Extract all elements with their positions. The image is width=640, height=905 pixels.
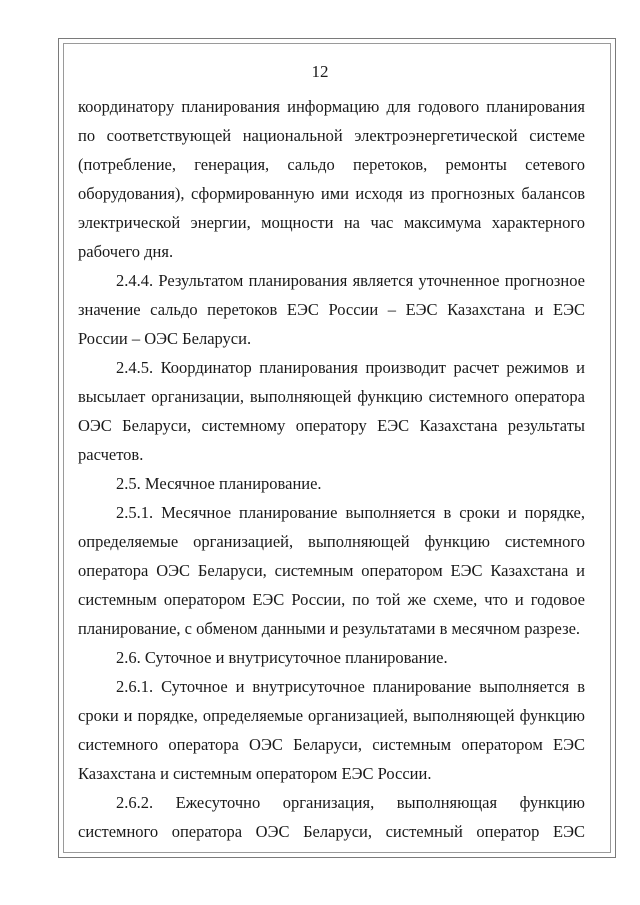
paragraph-2-4-4: 2.4.4. Результатом планирования является уточненное прогнозное значение сальдо перетоков ЕЭС России – ЕЭС Казахстана и ЕЭС России – ОЭС Беларуси. — [78, 271, 585, 348]
paragraph-2-4-5: 2.4.5. Координатор планирования производит расчет режимов и высылает организации, выполняющей функцию системного оператора ОЭС Беларуси, системному оператору ЕЭС Казахстана результаты расчетов. — [78, 358, 585, 464]
heading-2-5: 2.5. Месячное планирование. — [116, 474, 322, 493]
page-number: 12 — [311, 62, 329, 81]
paragraph-2-6-2: 2.6.2. Ежесуточно организация, выполняющая функцию системного оператора ОЭС Беларуси, системный оператор ЕЭС — [78, 793, 585, 841]
heading-2-6: 2.6. Суточное и внутрисуточное планирование. — [116, 648, 448, 667]
document-body — [78, 92, 585, 846]
paragraph-2-5-1: 2.5.1. Месячное планирование выполняется в сроки и порядке, определяемые организацией, выполняющей функцию системного оператора ОЭС Беларуси, системным оператором ЕЭС Казахстана и системным оператором ЕЭС России, по той же схеме, что и годовое планирование, с обменом данными и результатами в месячном разрезе. — [78, 503, 585, 638]
paragraph-continuation: координатору планирования информацию для годового планирования по соответствующей национальной электроэнергетической системе (потребление, генерация, сальдо перетоков, ремонты сетевого оборудования), сформированную ими исходя из прогнозных балансов электрической энергии, мощности на час максимума характерного рабочего дня. — [78, 97, 585, 261]
paragraph-2-6-1: 2.6.1. Суточное и внутрисуточное планирование выполняется в сроки и порядке, определяемые организацией, выполняющей функцию системного оператора ОЭС Беларуси, системным оператором ЕЭС Казахстана и системным оператором ЕЭС России. — [78, 677, 585, 783]
